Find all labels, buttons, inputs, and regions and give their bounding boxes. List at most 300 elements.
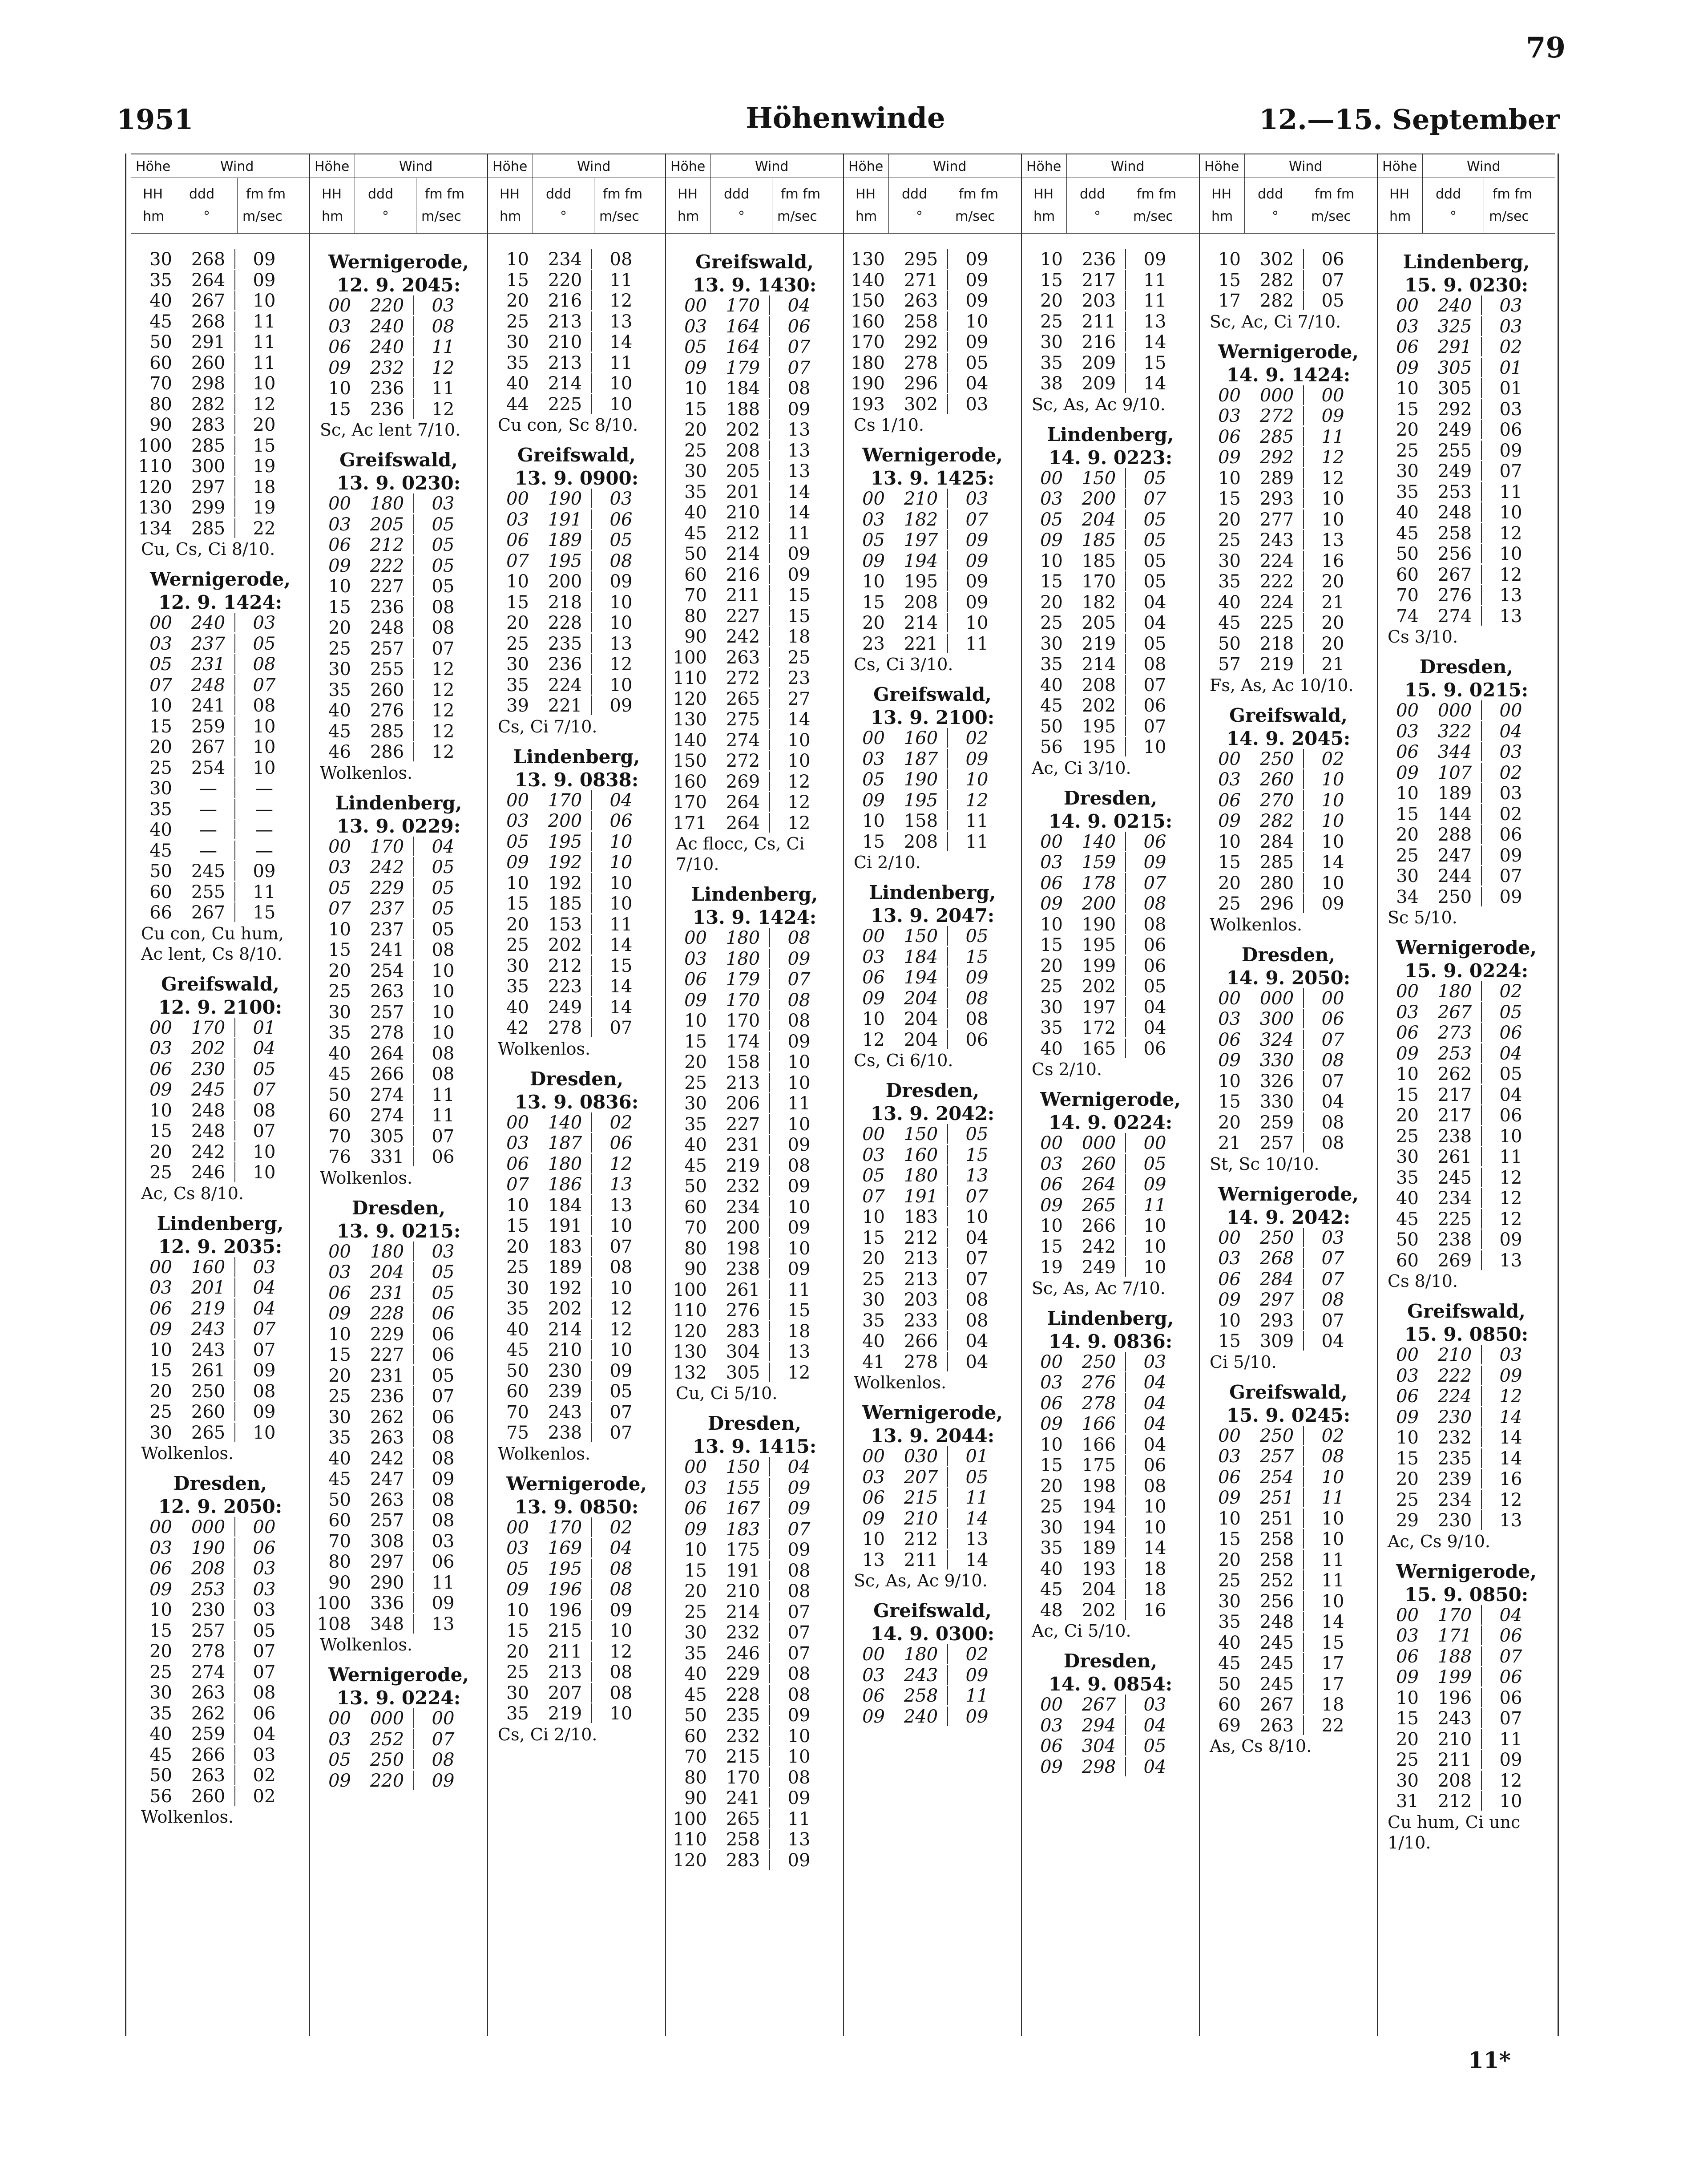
- sounding-time: 15. 9. 0230:: [1404, 274, 1529, 296]
- direction-value: 278: [361, 1023, 414, 1042]
- speed-value: 05: [432, 555, 455, 576]
- speed-value: 06: [609, 1133, 633, 1153]
- speed-value: 06: [1499, 1626, 1522, 1646]
- direction-value: 195: [539, 1559, 592, 1578]
- header-fmfm: fm fm: [603, 186, 643, 202]
- table-row: [131, 778, 309, 799]
- direction-value: 263: [182, 1682, 235, 1702]
- direction-value: 285: [1251, 852, 1304, 872]
- direction-value: 192: [539, 1278, 592, 1298]
- header-fmfm: fm fm: [425, 186, 465, 202]
- direction-value: 194: [895, 551, 948, 570]
- table-row: [1200, 1467, 1377, 1488]
- height-value: 00: [506, 790, 529, 811]
- header-degree: °: [1094, 209, 1101, 224]
- speed-value: 06: [253, 1537, 276, 1558]
- height-value: 45: [1396, 523, 1419, 544]
- direction-value: 228: [717, 1685, 770, 1704]
- direction-value: 185: [539, 894, 592, 913]
- height-value: 35: [506, 976, 529, 997]
- header-wind: Wind: [1289, 159, 1323, 174]
- speed-value: 05: [432, 1365, 455, 1386]
- height-value: 35: [149, 799, 172, 820]
- speed-value: 03: [253, 1744, 276, 1765]
- sounding-block: [666, 884, 843, 1403]
- cloud-note: Cs, Ci 6/10.: [854, 1051, 953, 1070]
- direction-value: 210: [1429, 1345, 1482, 1364]
- direction-value: 211: [539, 1642, 592, 1661]
- direction-value: 235: [717, 1705, 770, 1725]
- height-value: 20: [1040, 1476, 1063, 1496]
- table-row: [666, 295, 843, 316]
- direction-value: 243: [539, 1402, 592, 1422]
- sounding-block: [1200, 1184, 1377, 1372]
- direction-value: 294: [1073, 1715, 1126, 1735]
- direction-value: 245: [1251, 1633, 1304, 1652]
- speed-value: 11: [432, 1084, 455, 1105]
- height-value: 30: [1040, 332, 1063, 352]
- table-row: [666, 606, 843, 627]
- height-value: 06: [1396, 1646, 1419, 1667]
- direction-value: 239: [1429, 1469, 1482, 1488]
- sounding-block: [1022, 249, 1199, 415]
- direction-value: 257: [182, 1621, 235, 1640]
- table-row: [1378, 763, 1555, 784]
- direction-value: 205: [361, 514, 414, 534]
- direction-value: 203: [895, 1290, 948, 1309]
- height-value: 00: [1396, 700, 1419, 721]
- station-name: Dresden,: [1063, 1650, 1158, 1672]
- sounding-time: 13. 9. 1425:: [870, 467, 995, 489]
- height-value: 10: [1040, 550, 1063, 571]
- speed-value: 06: [432, 1345, 455, 1365]
- speed-value: 11: [1143, 291, 1166, 311]
- height-value: 09: [1040, 1414, 1063, 1434]
- height-value: 03: [862, 1145, 885, 1165]
- height-value: 20: [149, 1641, 172, 1662]
- table-row: [131, 1402, 309, 1423]
- speed-value: 04: [1499, 1043, 1522, 1064]
- direction-value: 030: [895, 1446, 948, 1466]
- direction-value: 282: [1251, 811, 1304, 830]
- height-value: 60: [1396, 564, 1419, 585]
- table-row: [1378, 399, 1555, 420]
- table-row: [844, 769, 1021, 790]
- height-value: 171: [673, 813, 707, 833]
- sounding-block: [666, 252, 843, 874]
- speed-value: 06: [432, 1303, 455, 1324]
- height-value: 29: [1396, 1510, 1419, 1531]
- table-row: [1022, 1517, 1199, 1538]
- table-row: [844, 1467, 1021, 1488]
- speed-value: 13: [787, 1829, 811, 1850]
- cloud-note: Ac, Cs 8/10.: [141, 1183, 244, 1203]
- direction-value: 242: [361, 857, 414, 877]
- height-value: 06: [862, 967, 885, 988]
- speed-value: 12: [432, 721, 455, 742]
- height-value: 44: [506, 394, 529, 415]
- height-value: 66: [149, 902, 172, 923]
- height-value: 17: [1218, 291, 1241, 311]
- height-value: 100: [673, 647, 707, 668]
- speed-value: 09: [787, 948, 811, 969]
- table-row: [666, 1664, 843, 1685]
- table-row: [1200, 1009, 1377, 1030]
- table-row: [1022, 935, 1199, 956]
- speed-value: 09: [787, 1259, 811, 1279]
- table-row: [488, 1018, 665, 1039]
- speed-value: 13: [1321, 530, 1344, 550]
- table-row: [310, 940, 487, 961]
- height-value: 130: [673, 709, 707, 730]
- cloud-note: Sc, Ac, Ci 7/10.: [1210, 311, 1341, 332]
- cloud-note: Sc, Ac lent 7/10.: [320, 420, 461, 440]
- table-row: [131, 1724, 309, 1745]
- header-hoehe: Höhe: [1026, 159, 1061, 174]
- table-row: [1022, 1154, 1199, 1175]
- direction-value: 265: [717, 1809, 770, 1828]
- table-row: [666, 1093, 843, 1114]
- height-value: 50: [684, 1705, 707, 1726]
- height-value: 20: [506, 291, 529, 311]
- height-value: 140: [851, 270, 885, 291]
- table-row: [131, 758, 309, 779]
- table-row: [488, 1257, 665, 1278]
- height-value: 30: [149, 778, 172, 799]
- height-value: 10: [149, 696, 172, 716]
- table-row: [310, 1614, 487, 1635]
- speed-value: 09: [965, 530, 989, 550]
- table-row: [844, 1665, 1021, 1686]
- height-value: 20: [149, 737, 172, 757]
- table-row: [1200, 291, 1377, 311]
- table-row: [131, 518, 309, 539]
- speed-value: 04: [609, 1538, 633, 1558]
- table-row: [488, 675, 665, 696]
- speed-value: 10: [965, 311, 989, 332]
- cloud-note: Sc 5/10.: [1388, 908, 1457, 927]
- speed-value: 03: [432, 493, 455, 514]
- speed-value: 08: [253, 1682, 276, 1703]
- table-row: [310, 1366, 487, 1387]
- direction-value: 290: [361, 1573, 414, 1592]
- speed-value: 08: [609, 249, 633, 270]
- direction-value: 180: [361, 493, 414, 513]
- sounding-time: 14. 9. 0300:: [870, 1623, 995, 1645]
- speed-value: 03: [965, 394, 989, 415]
- header-fmfm: fm fm: [246, 186, 286, 202]
- table-row: [131, 1340, 309, 1361]
- speed-value: 09: [965, 571, 989, 592]
- speed-value: 05: [1143, 530, 1166, 550]
- height-value: 56: [1040, 737, 1063, 757]
- speed-value: 08: [965, 1009, 989, 1029]
- table-row: [310, 1126, 487, 1147]
- table-row: [666, 1685, 843, 1706]
- direction-value: 252: [1251, 1570, 1304, 1590]
- direction-value: 166: [1073, 1414, 1126, 1433]
- header-hh: HH: [322, 186, 342, 202]
- speed-value: 01: [1499, 357, 1522, 378]
- table-row: [844, 1165, 1021, 1186]
- sounding-time: 13. 9. 2047:: [870, 905, 995, 926]
- speed-value: 18: [253, 477, 276, 497]
- height-value: 06: [506, 1153, 529, 1174]
- direction-value: 000: [1251, 385, 1304, 405]
- speed-value: 00: [1321, 385, 1344, 406]
- footer-signature-mark: 11*: [1468, 2047, 1511, 2073]
- table-row: [1378, 1646, 1555, 1667]
- height-value: 20: [1040, 291, 1063, 311]
- speed-value: 10: [1143, 1216, 1166, 1236]
- table-row: [666, 1156, 843, 1177]
- direction-value: 245: [1429, 1168, 1482, 1187]
- speed-value: 13: [1499, 606, 1522, 627]
- height-value: 15: [684, 399, 707, 420]
- direction-value: 248: [182, 1121, 235, 1141]
- speed-value: 09: [1499, 1230, 1522, 1250]
- table-row: [666, 1747, 843, 1767]
- direction-value: 184: [539, 1195, 592, 1215]
- speed-value: —: [255, 820, 273, 840]
- height-value: 00: [1218, 748, 1241, 769]
- direction-value: 140: [1073, 832, 1126, 851]
- direction-value: 144: [1429, 804, 1482, 824]
- cloud-note: Cs 8/10.: [1388, 1271, 1458, 1291]
- speed-value: 09: [1499, 1365, 1522, 1386]
- table-row: [844, 832, 1021, 853]
- sounding-block: [131, 569, 309, 964]
- header-fmfm: fm fm: [1137, 186, 1177, 202]
- column-body: [844, 249, 1021, 1737]
- height-value: 30: [506, 955, 529, 976]
- speed-value: 10: [609, 1703, 633, 1724]
- height-value: 03: [1040, 852, 1063, 873]
- speed-value: 11: [965, 831, 989, 852]
- direction-value: 224: [1251, 551, 1304, 570]
- direction-value: 241: [182, 696, 235, 715]
- speed-value: 02: [1321, 748, 1344, 769]
- table-row: [1022, 571, 1199, 592]
- sounding-time: 13. 9. 0224:: [336, 1687, 461, 1709]
- speed-value: 08: [787, 928, 811, 948]
- direction-value: 195: [1073, 716, 1126, 736]
- station-name: Wernigerode,: [1218, 1183, 1359, 1205]
- table-row: [488, 956, 665, 977]
- sounding-time: 13. 9. 0230:: [336, 472, 461, 494]
- speed-value: 07: [1499, 1646, 1522, 1667]
- table-row: [131, 613, 309, 634]
- direction-value: 185: [1073, 551, 1126, 570]
- sounding-block: [844, 445, 1021, 675]
- height-value: 60: [684, 1197, 707, 1217]
- table-row: [1022, 1496, 1199, 1517]
- speed-value: 04: [253, 1038, 276, 1059]
- table-row: [666, 1581, 843, 1602]
- height-value: 25: [684, 1072, 707, 1093]
- speed-value: 07: [432, 1386, 455, 1407]
- speed-value: 08: [787, 1767, 811, 1788]
- speed-value: 07: [432, 638, 455, 659]
- direction-value: 293: [1251, 489, 1304, 508]
- direction-value: 265: [182, 1423, 235, 1442]
- table-row: [310, 961, 487, 982]
- table-row: [844, 394, 1021, 415]
- direction-value: 000: [182, 1517, 235, 1537]
- direction-value: 245: [182, 1080, 235, 1099]
- direction-value: 165: [1073, 1039, 1126, 1058]
- sounding-time: 14. 9. 2042:: [1226, 1206, 1351, 1228]
- height-value: 09: [1396, 1407, 1419, 1428]
- table-row: [666, 668, 843, 689]
- direction-value: 285: [182, 436, 235, 455]
- speed-value: 12: [609, 291, 633, 311]
- cloud-note: Cu con, Cu hum, Ac lent, Cs 8/10.: [141, 923, 284, 964]
- speed-value: 09: [609, 696, 633, 716]
- direction-value: 305: [717, 1363, 770, 1382]
- height-value: 20: [506, 613, 529, 633]
- direction-value: 232: [1429, 1428, 1482, 1447]
- header-degree: °: [560, 209, 567, 224]
- speed-value: 09: [253, 861, 276, 882]
- direction-value: 218: [539, 592, 592, 612]
- height-value: 45: [1218, 1653, 1241, 1674]
- table-row: [1378, 1667, 1555, 1688]
- table-row: [131, 1142, 309, 1163]
- table-row: [310, 1573, 487, 1594]
- direction-value: 297: [182, 477, 235, 497]
- speed-value: 09: [1143, 1174, 1166, 1195]
- direction-value: 242: [717, 627, 770, 646]
- direction-value: 242: [182, 1142, 235, 1161]
- table-row: [488, 790, 665, 811]
- height-value: 06: [1218, 790, 1241, 811]
- speed-value: 13: [965, 1529, 989, 1549]
- direction-value: 195: [539, 832, 592, 851]
- direction-value: —: [182, 841, 235, 860]
- height-value: 40: [328, 1043, 351, 1064]
- direction-value: 213: [539, 311, 592, 331]
- speed-value: 07: [787, 1519, 811, 1540]
- direction-value: 258: [1251, 1529, 1304, 1549]
- direction-value: 213: [717, 1073, 770, 1092]
- direction-value: 253: [1429, 482, 1482, 502]
- speed-value: 15: [1143, 352, 1166, 373]
- speed-value: 10: [253, 716, 276, 737]
- table-row: [1200, 427, 1377, 448]
- direction-value: 257: [361, 639, 414, 658]
- height-value: 09: [328, 555, 351, 576]
- height-value: 45: [328, 721, 351, 742]
- speed-value: 07: [1143, 716, 1166, 737]
- speed-value: 08: [787, 1664, 811, 1684]
- speed-value: 08: [609, 1682, 633, 1703]
- direction-value: 194: [1073, 1496, 1126, 1516]
- table-row: [1022, 1257, 1199, 1278]
- speed-value: 08: [787, 1560, 811, 1581]
- outer-rule-left: [125, 154, 126, 2036]
- height-value: 15: [1040, 1455, 1063, 1476]
- cloud-note: Ac, Cs 9/10.: [1388, 1531, 1490, 1551]
- speed-value: 09: [253, 249, 276, 270]
- speed-value: 09: [1499, 886, 1522, 907]
- sounding-time: 14. 9. 0223:: [1048, 446, 1173, 469]
- speed-value: 13: [609, 1174, 633, 1195]
- table-row: [131, 861, 309, 882]
- speed-value: 08: [609, 1257, 633, 1278]
- direction-value: 238: [539, 1423, 592, 1442]
- height-value: 25: [1396, 1489, 1419, 1510]
- cloud-note: Cs, Ci 3/10.: [854, 655, 953, 674]
- direction-value: 257: [1251, 1133, 1304, 1153]
- direction-value: 175: [717, 1540, 770, 1559]
- height-value: 15: [506, 592, 529, 613]
- height-value: 75: [506, 1423, 529, 1443]
- height-value: 00: [1218, 988, 1241, 1009]
- table-row: [131, 696, 309, 716]
- station-name: Dresden,: [707, 1412, 802, 1434]
- direction-value: 247: [1429, 845, 1482, 865]
- height-value: 00: [149, 1257, 172, 1278]
- direction-value: 206: [717, 1093, 770, 1113]
- sounding-block: [1378, 1561, 1555, 1853]
- speed-value: 04: [1499, 721, 1522, 742]
- speed-value: 10: [432, 1002, 455, 1023]
- height-value: 35: [328, 1428, 351, 1448]
- height-value: 25: [1396, 1750, 1419, 1770]
- header-ddd: ddd: [189, 186, 215, 202]
- table-row: [1200, 1248, 1377, 1269]
- direction-value: 208: [895, 832, 948, 851]
- table-column: [1021, 154, 1199, 2036]
- height-value: 180: [851, 352, 885, 373]
- speed-value: 09: [1499, 845, 1522, 866]
- direction-value: 192: [539, 873, 592, 893]
- direction-value: 196: [539, 1600, 592, 1620]
- height-value: 00: [328, 1708, 351, 1729]
- direction-value: 255: [1429, 441, 1482, 460]
- speed-value: 08: [432, 597, 455, 618]
- direction-value: 265: [1073, 1195, 1126, 1215]
- table-row: [1022, 270, 1199, 291]
- speed-value: 09: [787, 1498, 811, 1519]
- height-value: 45: [1040, 696, 1063, 716]
- table-row: [131, 1621, 309, 1642]
- speed-value: 12: [609, 654, 633, 675]
- direction-value: 235: [1429, 1448, 1482, 1468]
- speed-value: 05: [1143, 976, 1166, 997]
- height-value: 15: [149, 1121, 172, 1141]
- height-value: 10: [1218, 468, 1241, 489]
- height-value: 09: [862, 1508, 885, 1529]
- direction-value: 256: [1429, 544, 1482, 563]
- table-row: [131, 1538, 309, 1559]
- speed-value: 06: [1143, 1455, 1166, 1476]
- speed-value: 03: [1143, 1695, 1166, 1715]
- speed-value: 11: [1321, 1570, 1344, 1591]
- table-row: [310, 1490, 487, 1511]
- header-hoehe: Höhe: [136, 159, 171, 174]
- height-value: 13: [862, 1549, 885, 1570]
- table-row: [131, 1278, 309, 1298]
- table-row: [488, 1662, 665, 1683]
- direction-value: 230: [539, 1361, 592, 1380]
- table-row: [1022, 873, 1199, 894]
- height-value: 10: [1218, 249, 1241, 270]
- table-row: [844, 1331, 1021, 1352]
- speed-value: 08: [787, 1581, 811, 1602]
- header-degree: °: [203, 209, 210, 224]
